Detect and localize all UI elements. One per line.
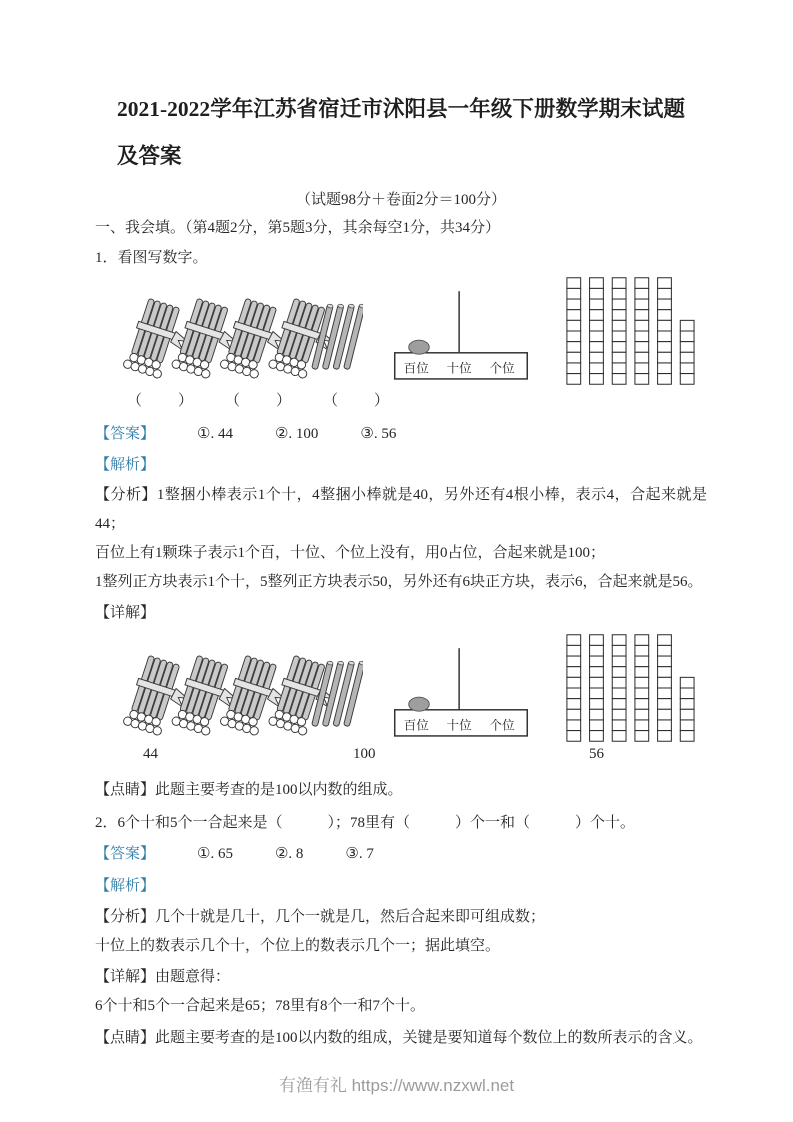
page-content bbox=[95, 0, 707, 1053]
analysis-paragraph-3: 1整列正方块表示1个十，5整列正方块表示50，另外还有6块正方块，表示6，合起来就是56。 bbox=[95, 574, 703, 590]
site-watermark-footer: 有渔有礼 https://www.nzxwl.net bbox=[278, 1076, 515, 1095]
answer-label: 【答案】 bbox=[95, 426, 156, 442]
svg-text:十位: 十位 bbox=[446, 361, 472, 376]
place-value-counter-figure bbox=[391, 646, 531, 740]
dianjing-q2: 【点睛】此题主要考查的是100以内数的组成，关键是要知道每个数位上的数所表示的含义。 bbox=[95, 1030, 703, 1046]
page-title: 2021-2022学年江苏省宿迁市沭阳县一年级下册数学期末试题及答案 bbox=[117, 97, 685, 168]
figure-row bbox=[113, 275, 707, 387]
stick-bundles-figure bbox=[113, 291, 363, 387]
section-heading: 一、我会填。（第4题2分，第5题3分，其余每空1分，共34分） bbox=[95, 220, 501, 236]
score-note: （试题98分＋卷面2分＝100分） bbox=[295, 192, 506, 208]
analysis2-paragraph-2: 十位上的数表示几个十，个位上的数表示几个一；据此填空。 bbox=[95, 938, 501, 954]
detail-label-q1: 【详解】 bbox=[95, 605, 156, 621]
question1-answer-row bbox=[95, 420, 707, 448]
svg-text:百位: 百位 bbox=[403, 361, 429, 376]
blank-2: （ ） bbox=[225, 393, 294, 409]
answer-item-1: ①. 65 bbox=[197, 846, 233, 862]
answer-item-2: ②. 100 bbox=[274, 426, 319, 442]
base-ten-blocks-figure bbox=[563, 275, 703, 387]
analysis-paragraph-2: 百位上有1颗珠子表示1个百，十位、个位上没有，用0占位，合起来就是100； bbox=[95, 545, 606, 561]
blank-1: （ ） bbox=[127, 393, 196, 409]
analysis2-paragraph-1: 【分析】几个十就是几十，几个一就是几，然后合起来即可组成数； bbox=[95, 909, 546, 925]
svg-text:百位: 百位 bbox=[403, 718, 429, 733]
svg-text:个位: 个位 bbox=[489, 361, 515, 376]
figure-answer-56: 56 bbox=[589, 746, 604, 762]
question2-answer-row bbox=[95, 840, 707, 868]
jiexi-label-q2: 【解析】 bbox=[95, 878, 156, 894]
answer-item-3: ③. 7 bbox=[345, 846, 374, 862]
place-value-counter-figure bbox=[391, 289, 531, 383]
figure-answer-100: 100 bbox=[353, 746, 376, 762]
question2-text: 2．6个十和5个一合起来是（ ）；78里有（ ）个一和（ ）个十。 bbox=[95, 815, 636, 831]
svg-text:十位: 十位 bbox=[446, 718, 472, 733]
figure-answer-44: 44 bbox=[143, 746, 158, 762]
jiexi-label-q1: 【解析】 bbox=[95, 457, 156, 473]
detail-label-q2: 【详解】由题意得： bbox=[95, 969, 231, 985]
base-ten-blocks-figure bbox=[563, 632, 703, 744]
answer-item-3: ③. 56 bbox=[360, 426, 397, 442]
stick-bundles-figure bbox=[113, 648, 363, 744]
answer-label: 【答案】 bbox=[95, 846, 156, 862]
svg-text:个位: 个位 bbox=[489, 718, 515, 733]
blank-3: （ ） bbox=[323, 393, 392, 409]
analysis-paragraph-1: 【分析】1整捆小棒表示1个十，4整捆小棒就是40，另外还有4根小棒，表示4，合起来就是44； bbox=[95, 487, 707, 532]
dianjing-q1: 【点睛】此题主要考查的是100以内数的组成。 bbox=[95, 782, 403, 798]
answer-item-1: ①. 44 bbox=[197, 426, 233, 442]
figure-row bbox=[113, 632, 707, 744]
detail-line-q2: 6个十和5个一合起来是65；78里有8个一和7个十。 bbox=[95, 998, 426, 1014]
answer-blanks-row bbox=[113, 389, 392, 413]
question1-detail-figure bbox=[113, 632, 707, 772]
answer-item-2: ②. 8 bbox=[274, 846, 304, 862]
question1-figure bbox=[113, 275, 707, 413]
question1-text: 1．看图写数字。 bbox=[95, 250, 208, 266]
figure-answer-labels bbox=[113, 744, 707, 772]
